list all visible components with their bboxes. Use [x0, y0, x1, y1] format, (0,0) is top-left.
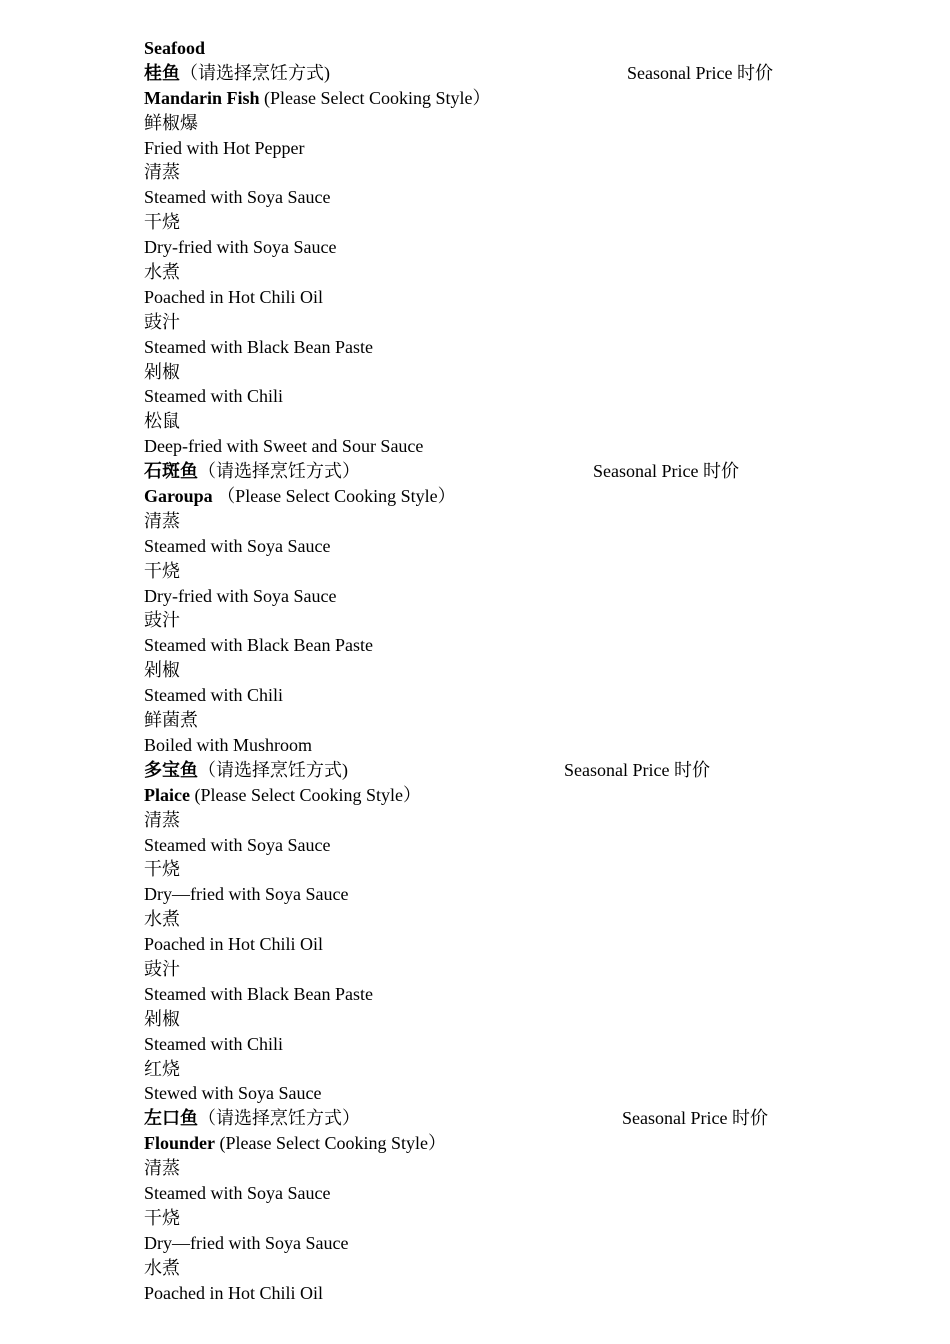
menu-section-flounder [144, 1106, 904, 1305]
cooking-style-en: Deep-fried with Sweet and Sour Sauce [144, 436, 424, 457]
dish-name-cn: 多宝鱼 [144, 759, 198, 780]
dish-name-en-note: （Please Select Cooking Style） [212, 486, 456, 507]
section-heading: Seafood [144, 38, 206, 58]
cooking-style-cn: 干烧 [144, 859, 180, 880]
cooking-style-cn: 剁椒 [144, 660, 180, 681]
cooking-style-cn: 豉汁 [144, 311, 180, 332]
cooking-style-en: Steamed with Chili [144, 386, 283, 407]
dish-name-cn-note: （请选择烹饪方式) [198, 759, 348, 780]
cooking-style-en: Steamed with Black Bean Paste [144, 336, 373, 357]
cooking-style-cn: 鲜椒爆 [144, 112, 198, 133]
cooking-style-en: Poached in Hot Chili Oil [144, 934, 323, 955]
cooking-style-en: Steamed with Black Bean Paste [144, 983, 373, 1004]
cooking-style-cn: 干烧 [144, 212, 180, 233]
cooking-style-cn: 鲜菌煮 [144, 710, 198, 731]
cooking-style-cn: 清蒸 [144, 162, 180, 183]
dish-name-en-note: (Please Select Cooking Style） [189, 784, 421, 805]
cooking-style-en: Dry—fried with Soya Sauce [144, 884, 349, 905]
cooking-style-cn: 红烧 [144, 1058, 180, 1079]
dish-name-en: Mandarin Fish [144, 87, 260, 108]
dish-title-en-row [144, 86, 904, 111]
dish-name-cn: 桂鱼 [144, 62, 180, 83]
cooking-style-cn: 水煮 [144, 909, 180, 930]
cooking-style-en: Poached in Hot Chili Oil [144, 286, 323, 307]
cooking-style-en: Dry-fried with Soya Sauce [144, 585, 337, 606]
cooking-style-en: Steamed with Black Bean Paste [144, 635, 373, 656]
cooking-style-cn: 清蒸 [144, 1158, 180, 1179]
cooking-style-cn: 水煮 [144, 1257, 180, 1278]
cooking-style-en: Steamed with Soya Sauce [144, 1182, 331, 1203]
dish-name-cn-note: （请选择烹饪方式) [180, 62, 330, 83]
dish-name-en: Garoupa [144, 486, 213, 507]
dish-price: Seasonal Price 时价 [622, 1108, 768, 1129]
dish-name-cn-note: （请选择烹饪方式） [198, 461, 360, 482]
dish-title-en-row [144, 484, 904, 509]
dish-title-cn-row [144, 1106, 904, 1131]
cooking-style-en: Steamed with Soya Sauce [144, 834, 331, 855]
menu-document [144, 36, 904, 1305]
cooking-style-cn: 剁椒 [144, 361, 180, 382]
dish-title-cn-row [144, 459, 904, 484]
dish-title-en-row [144, 783, 904, 808]
cooking-style-en: Dry-fried with Soya Sauce [144, 237, 337, 258]
dish-title-cn-row [144, 61, 904, 86]
cooking-style-en: Boiled with Mushroom [144, 734, 313, 755]
cooking-style-en: Steamed with Chili [144, 1033, 283, 1054]
cooking-style-en: Poached in Hot Chili Oil [144, 1282, 323, 1303]
cooking-style-en: Fried with Hot Pepper [144, 137, 305, 158]
dish-price: Seasonal Price 时价 [593, 461, 739, 482]
dish-price: Seasonal Price 时价 [564, 759, 710, 780]
cooking-style-en: Steamed with Soya Sauce [144, 187, 331, 208]
menu-section-garoupa [144, 459, 904, 758]
dish-name-en-note: (Please Select Cooking Style） [215, 1133, 446, 1154]
dish-title-cn-row [144, 758, 904, 783]
dish-name-en: Plaice [144, 784, 190, 805]
cooking-style-cn: 松鼠 [144, 411, 180, 432]
dish-name-en: Flounder [144, 1133, 216, 1154]
dish-name-cn: 左口鱼 [144, 1108, 198, 1129]
cooking-style-cn: 干烧 [144, 560, 180, 581]
menu-section-plaice [144, 758, 904, 1106]
cooking-style-cn: 水煮 [144, 262, 180, 283]
cooking-style-cn: 豉汁 [144, 610, 180, 631]
cooking-style-cn: 清蒸 [144, 510, 180, 531]
dish-name-en-note: (Please Select Cooking Style） [259, 87, 491, 108]
cooking-style-cn: 干烧 [144, 1207, 180, 1228]
cooking-style-cn: 豉汁 [144, 958, 180, 979]
menu-section-mandarin-fish [144, 61, 904, 459]
dish-price: Seasonal Price 时价 [627, 62, 773, 83]
cooking-style-en: Dry—fried with Soya Sauce [144, 1232, 349, 1253]
dish-name-cn: 石斑鱼 [144, 461, 198, 482]
cooking-style-en: Stewed with Soya Sauce [144, 1083, 322, 1104]
dish-title-en-row [144, 1131, 904, 1156]
cooking-style-cn: 清蒸 [144, 809, 180, 830]
dish-name-cn-note: （请选择烹饪方式） [198, 1108, 360, 1129]
cooking-style-en: Steamed with Chili [144, 685, 283, 706]
cooking-style-cn: 剁椒 [144, 1008, 180, 1029]
cooking-style-en: Steamed with Soya Sauce [144, 535, 331, 556]
